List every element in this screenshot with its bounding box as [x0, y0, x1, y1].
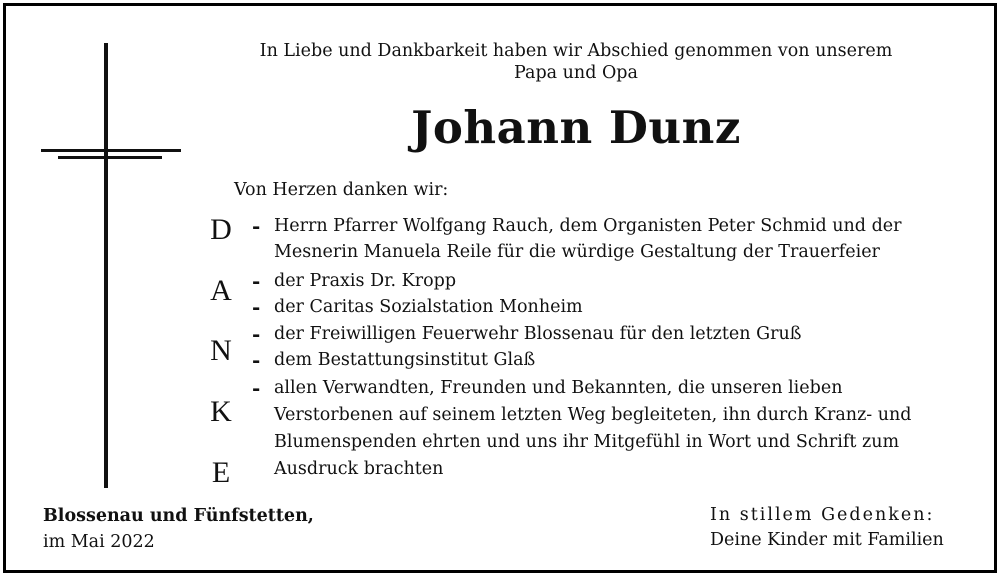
cross-crossbar-top: [41, 149, 181, 152]
danke-letter-a: A: [210, 274, 232, 307]
family-text: Deine Kinder mit Familien: [710, 530, 944, 550]
date-text: im Mai 2022: [43, 532, 155, 552]
thanks-item-1-line-1: Herrn Pfarrer Wolfgang Rauch, dem Organisten Peter Schmid und der: [274, 216, 902, 236]
deceased-name: Johann Dunz: [411, 101, 741, 154]
thanks-item-5: dem Bestattungsinstitut Glaß: [274, 350, 536, 370]
danke-letter-k: K: [210, 395, 232, 428]
thanks-item-1-line-2: Mesnerin Manuela Reile für die würdige Gestaltung der Trauerfeier: [274, 242, 880, 262]
dash-marker: -: [252, 348, 261, 372]
memory-text: In stillem Gedenken:: [710, 505, 935, 525]
thanks-item-6-line-3: Blumenspenden ehrten und uns ihr Mitgefühl in Wort und Schrift zum: [274, 432, 900, 452]
thanks-item-6-line-1: allen Verwandten, Freunden und Bekannten, die unseren lieben: [274, 378, 843, 398]
dash-marker: -: [252, 295, 261, 319]
danke-letter-d: D: [210, 213, 232, 246]
obituary-card: [3, 3, 997, 573]
place-text: Blossenau und Fünfstetten,: [43, 506, 314, 526]
thanks-item-4: der Freiwilligen Feuerwehr Blossenau für den letzten Gruß: [274, 324, 802, 344]
thanks-heading: Von Herzen danken wir:: [234, 180, 449, 200]
danke-letter-e: E: [211, 456, 231, 489]
danke-letter-n: N: [210, 334, 232, 367]
thanks-item-2: der Praxis Dr. Kropp: [274, 271, 457, 291]
intro-line-2: Papa und Opa: [514, 63, 638, 83]
intro-line-1: In Liebe und Dankbarkeit haben wir Abschied genommen von unserem: [259, 41, 893, 61]
thanks-item-3: der Caritas Sozialstation Monheim: [274, 297, 583, 317]
dash-marker: -: [252, 214, 261, 238]
thanks-item-6-line-4: Ausdruck brachten: [274, 459, 444, 479]
cross-crossbar-bottom: [58, 156, 162, 159]
cross-icon: [104, 43, 108, 488]
thanks-item-6-line-2: Verstorbenen auf seinem letzten Weg begleiteten, ihn durch Kranz- und: [274, 405, 912, 425]
dash-marker: -: [252, 269, 261, 293]
dash-marker: -: [252, 376, 261, 400]
dash-marker: -: [252, 322, 261, 346]
